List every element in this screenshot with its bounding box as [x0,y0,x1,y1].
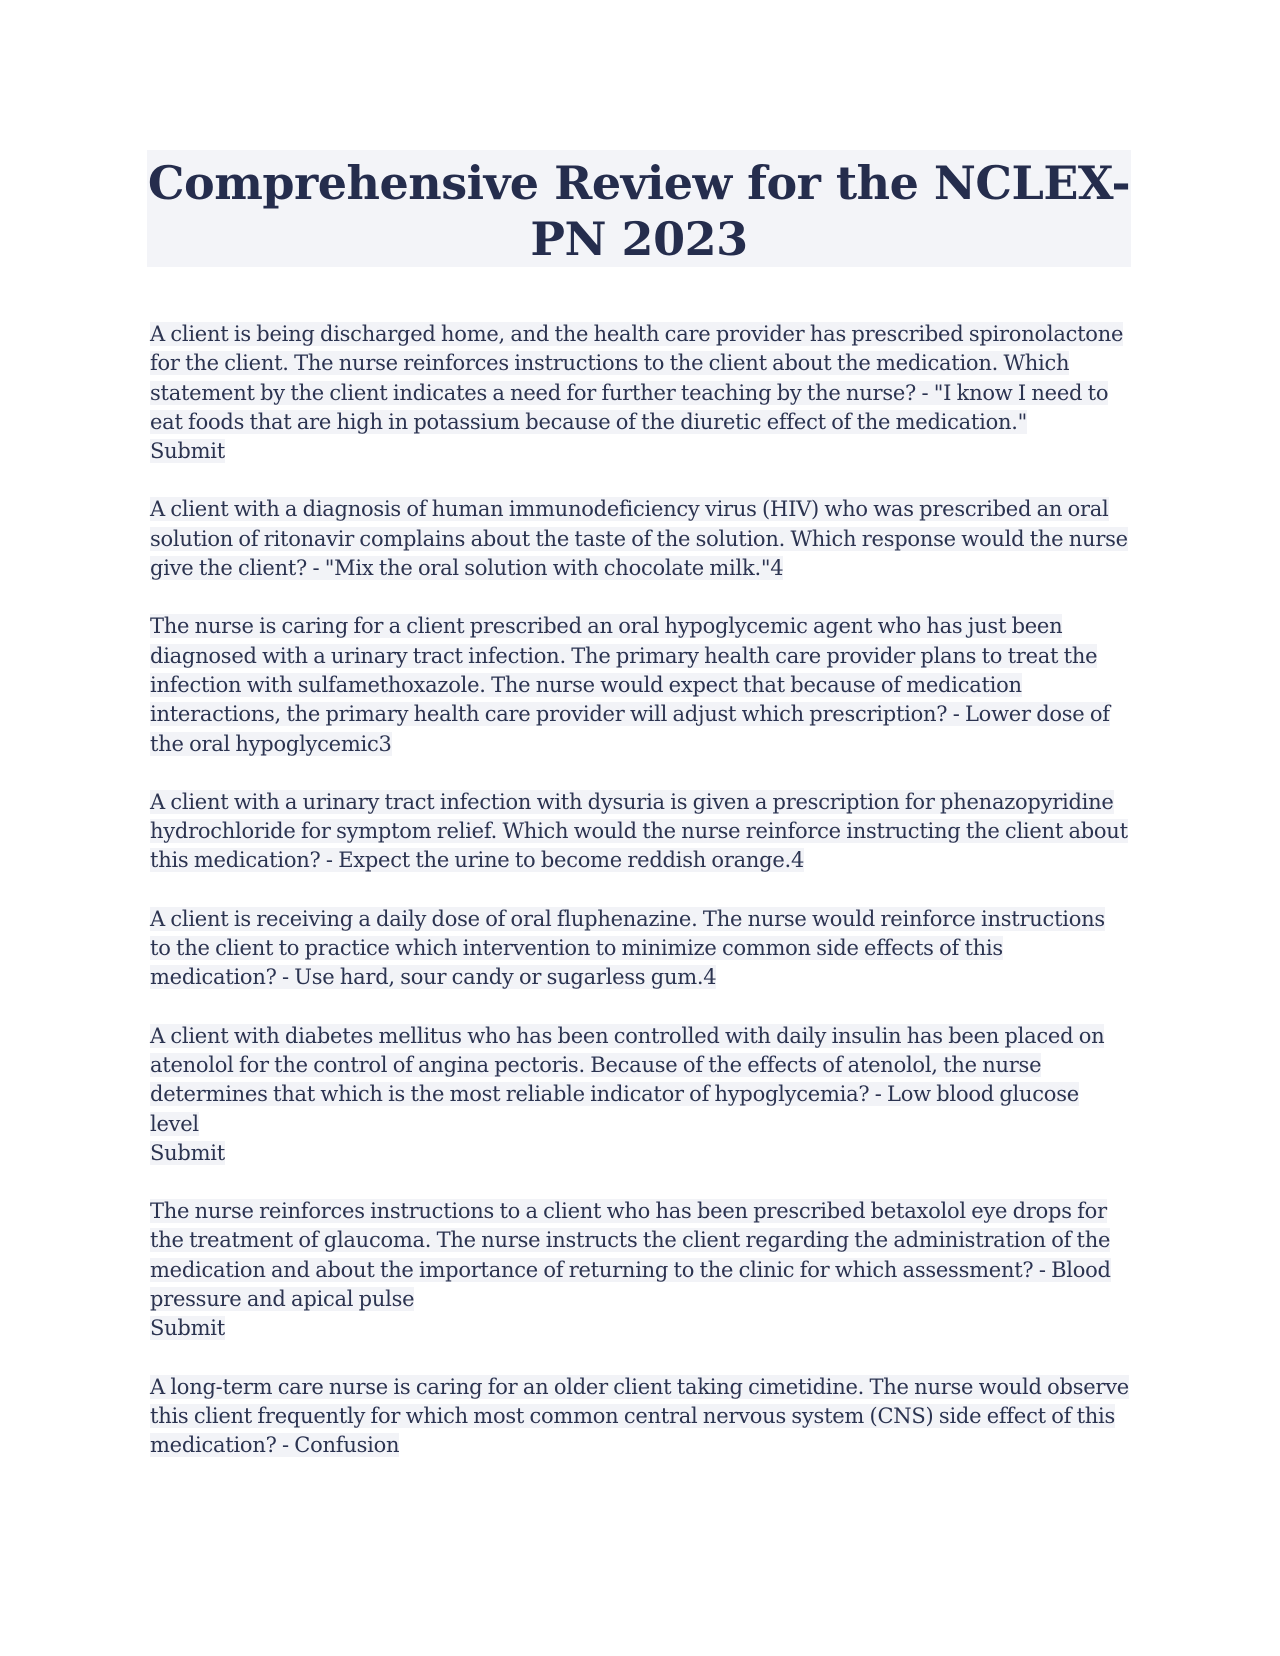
qa-text: The nurse is caring for a client prescribed an oral hypoglycemic agent who has just been diagnosed with a urinary tract infection. The primary health care provider plans to treat the infection with sulfamethoxazole. The nurse would expect that because of medication interactions, the primary health care provider will adjust which prescription? - Lower dose of the oral hypoglycemic3 [150,614,1110,756]
document-body [150,320,1130,1490]
submit-text: Submit [150,439,225,464]
qa-text: A long-term care nurse is caring for an older client taking cimetidine. The nurse would observe this client frequently for which most common central nervous system (CNS) side effect of this medication? - Confusion [150,1374,1129,1458]
qa-text: A client is being discharged home, and the health care provider has prescribed spironolactone for the client. The nurse reinforces instructions to the client about the medication. Which statement by the client indicates a need for further teaching by the nurse? - "I know I need to eat foods that are high in potassium because of the diuretic effect of the medication." [150,322,1124,434]
qa-text: A client is receiving a daily dose of oral fluphenazine. The nurse would reinforce instructions to the client to practice which intervention to minimize common side effects of this medication? - Use hard, sour candy or sugarless gum.4 [150,906,1105,990]
qa-text: A client with a urinary tract infection with dysuria is given a prescription for phenazopyridine hydrochloride for symptom relief. Which would the nurse reinforce instructing the client about this medication? - Expect the urine to become reddish orange.4 [150,789,1128,873]
qa-item-3 [150,612,1130,758]
page-title: Comprehensive Review for the NCLEX-PN 2023 [147,156,1131,266]
submit-label [150,1314,1130,1343]
qa-item-5 [150,905,1130,993]
title-block [147,150,1131,267]
qa-text: The nurse reinforces instructions to a client who has been prescribed betaxolol eye drops for the treatment of glaucoma. The nurse instructs the client regarding the administration of the medication and about the importance of returning to the clinic for which assessment? - Blood pressure and apical pulse [150,1199,1111,1312]
qa-text: A client with a diagnosis of human immunodeficiency virus (HIV) who was prescribed an oral solution of ritonavir complains about the taste of the solution. Which response would the nurse give the client? - "Mix the oral solution with chocolate milk."4 [150,497,1128,581]
submit-label [150,1139,1130,1168]
submit-text: Submit [150,1140,225,1165]
qa-item-8 [150,1373,1130,1461]
qa-item-7 [150,1197,1130,1343]
qa-item-4 [150,788,1130,876]
qa-item-2 [150,495,1130,583]
qa-item-6 [150,1022,1130,1168]
submit-text: Submit [150,1316,225,1341]
qa-item-1 [150,320,1130,466]
submit-label [150,437,1130,466]
qa-text: A client with diabetes mellitus who has been controlled with daily insulin has been placed on atenolol for the control of angina pectoris. Because of the effects of atenolol, the nurse determines that which is the most reliable indicator of hypoglycemia? - Low blood glucose level [150,1023,1105,1136]
